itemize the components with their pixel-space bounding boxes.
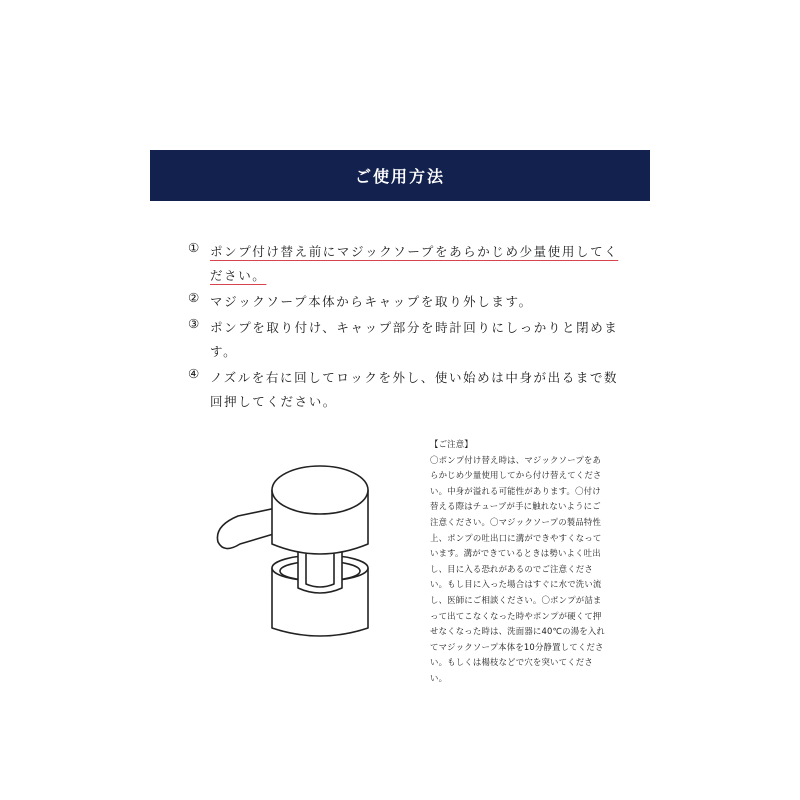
step-number: ② <box>188 290 201 305</box>
usage-steps <box>188 240 628 416</box>
caution-body: 〇ポンプ付け替え時は、マジックソープをあらかじめ少量使用してから付け替えてください。中身が溢れる可能性があります。〇付け替える際はチューブが手に触れないようにご注意ください。〇マジックソープの製品特性上、ポンプの吐出口に溝ができやすくなっています。溝ができているときは勢いよく吐出し、目に入る恐れがあるのでご注意ください。もし目に入った場合はすぐに水で洗い流し、医師にご相談ください。〇ポンプが詰まって出てこなくなった時やポンプが硬くて押せなくなった時は、洗面器に40℃の湯を入れてマジックソープ本体を10分静置してください。もしくは楊枝などで穴を突いてください。 <box>430 454 606 683</box>
step-text: ノズルを右に回してロックを外し、使い始めは中身が出るまで数回押してください。 <box>210 370 619 409</box>
step-item <box>188 316 628 364</box>
step-item <box>188 240 628 288</box>
step-number: ① <box>188 240 201 255</box>
caution-heading: 【ご注意】 <box>430 439 473 449</box>
section-banner <box>150 150 650 201</box>
pump-dispenser-icon <box>210 460 370 640</box>
section-title: ご使用方法 <box>354 167 445 186</box>
step-highlight: ポンプ付け替え前にマジックソープをあらかじめ少量使用してください。 <box>210 244 619 283</box>
step-number: ④ <box>188 366 201 381</box>
caution-notes <box>430 437 605 687</box>
step-number: ③ <box>188 316 201 331</box>
step-text: ポンプを取り付け、キャップ部分を時計回りにしっかりと閉めます。 <box>210 320 619 359</box>
step-text: マジックソープ本体からキャップを取り外します。 <box>210 294 533 309</box>
step-item <box>188 366 628 414</box>
step-text <box>210 240 628 288</box>
step-item <box>188 290 628 314</box>
